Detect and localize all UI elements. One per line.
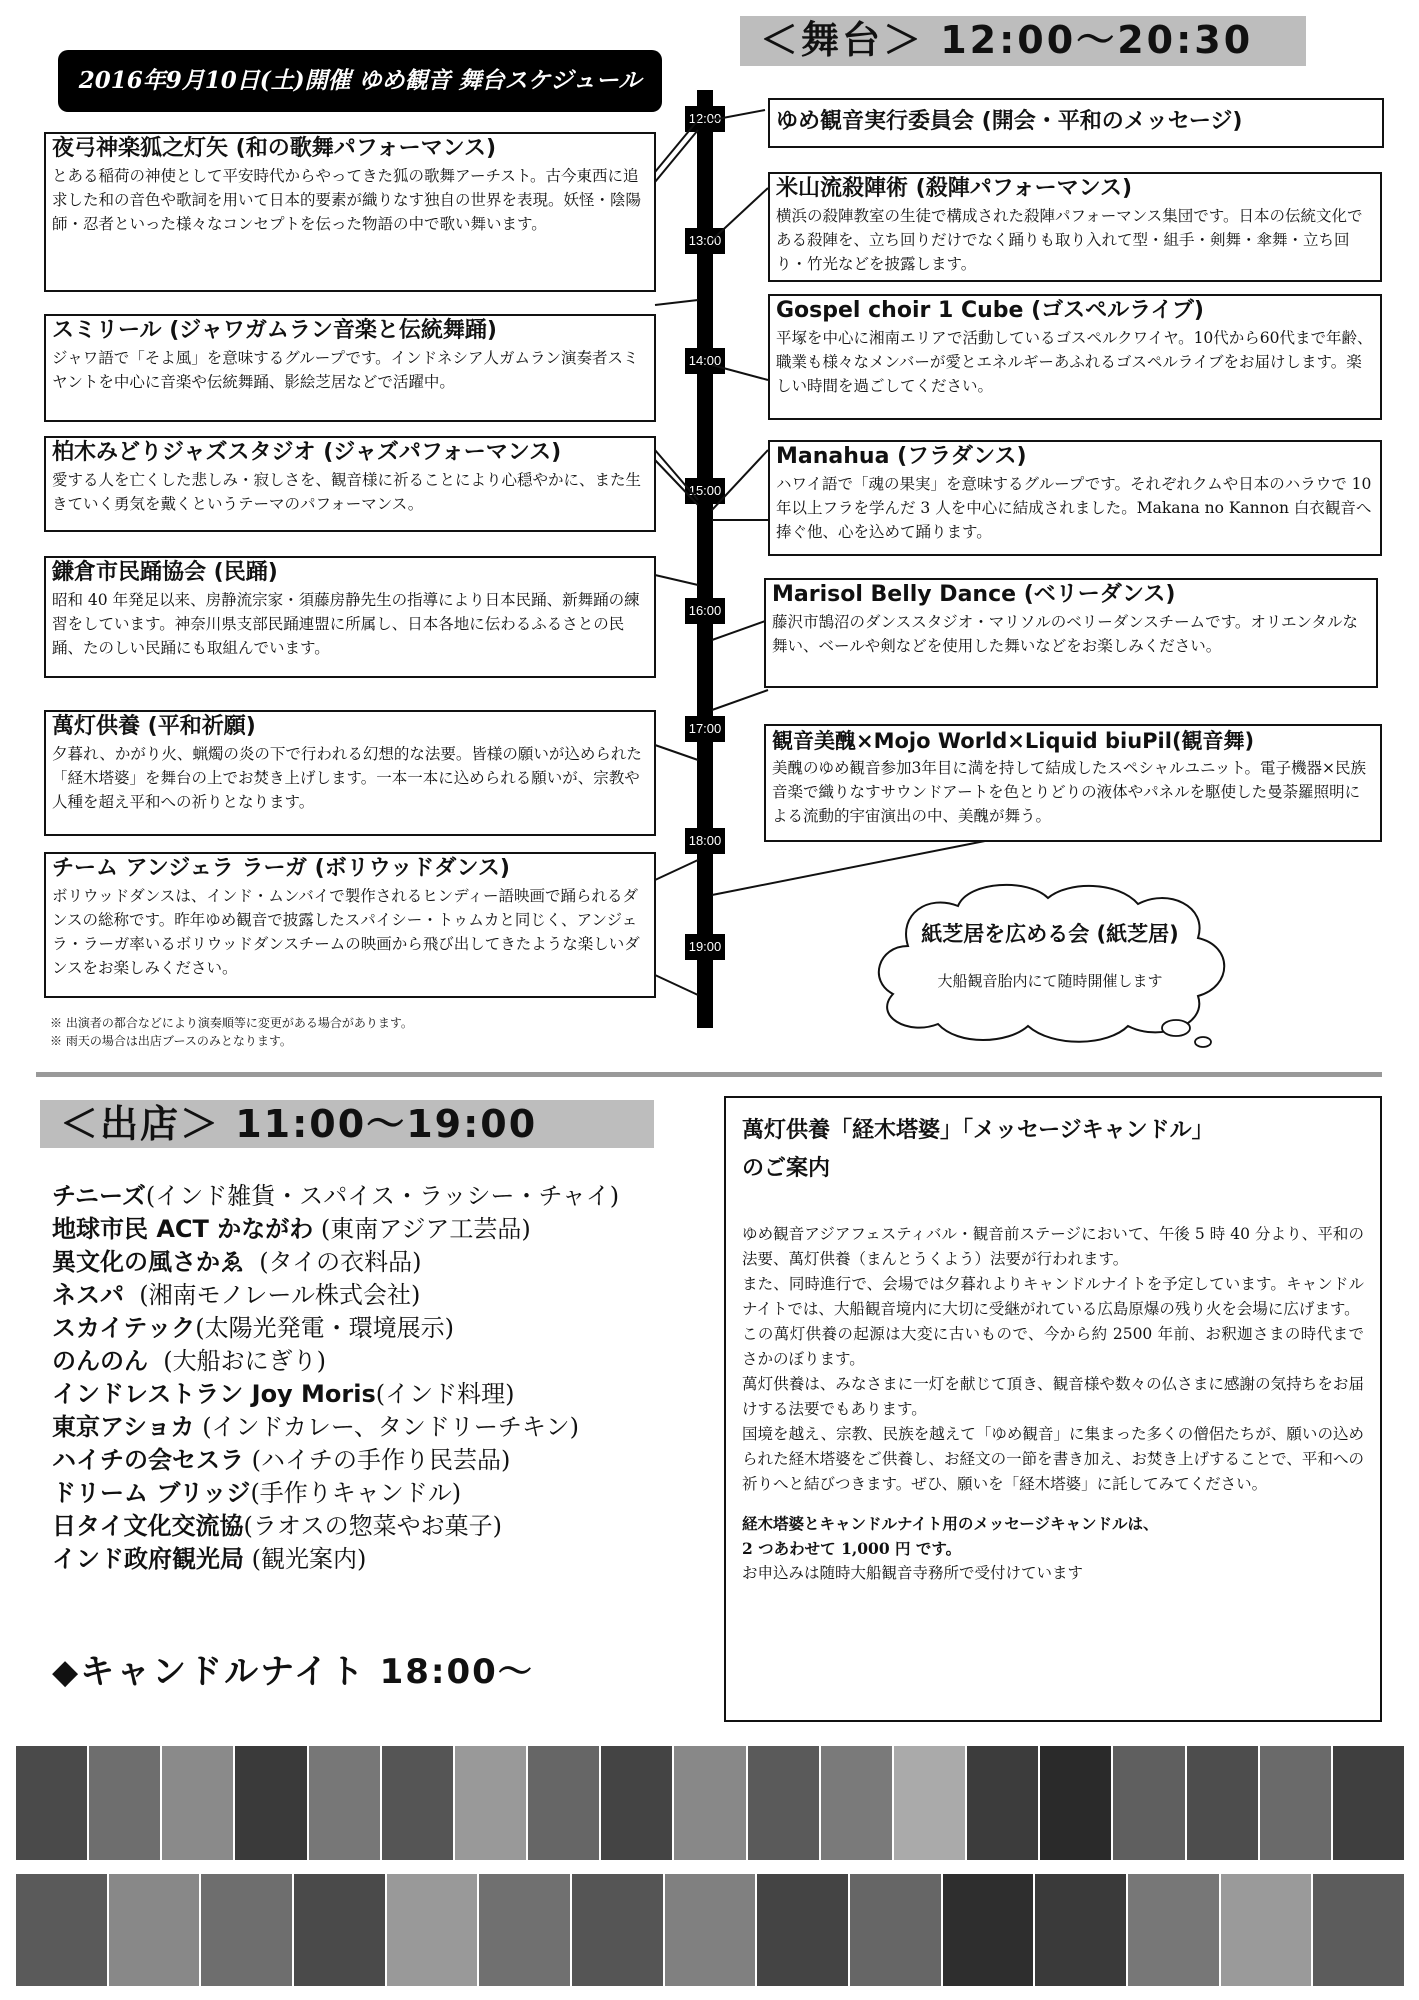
- guide-paragraph: 萬灯供養は、みなさまに一灯を献じて頂き、観音様や数々の仏さまに感謝の気持ちをお届けする法要でもあります。: [742, 1375, 1364, 1418]
- shop-item: 地球市民 ACT かながわ (東南アジア工芸品): [52, 1215, 531, 1243]
- act-title: 萬灯供養 (平和祈願): [52, 714, 256, 739]
- photo: [16, 1746, 87, 1860]
- stage-act-right-5: [764, 578, 1378, 688]
- candle-night: ◆キャンドルナイト 18:00〜: [52, 1652, 534, 1692]
- stage-act-left-2: [44, 314, 656, 422]
- shop-item: インド政府観光局 (観光案内): [52, 1545, 367, 1573]
- photo: [235, 1746, 306, 1860]
- act-title: 米山流殺陣術 (殺陣パフォーマンス): [776, 176, 1133, 201]
- section-divider: [36, 1072, 1382, 1077]
- time-1200: 12:00: [685, 106, 725, 132]
- act-desc: ハワイ語で「魂の果実」を意味するグループです。それぞれクムや日本のハラウで 10 年以上フラを学んだ 3 人を中心に結成されました。Makana no Kannon 白衣観音へ捧ぐ他、心を込めて踊ります。: [776, 475, 1372, 541]
- photo: [1260, 1746, 1331, 1860]
- guide-paragraph: また、同時進行で、会場では夕暮れよりキャンドルナイトを予定しています。キャンドルナイトでは、大船観音境内に大切に受継がれている広島原爆の残り火を会場に広げます。: [742, 1275, 1364, 1318]
- shop-item: チニーズ(インド雑貨・スパイス・ラッシー・チャイ): [52, 1182, 620, 1210]
- time-1500: 15:00: [685, 478, 725, 504]
- act-title: ゆめ観音実行委員会 (開会・平和のメッセージ): [776, 109, 1243, 134]
- photo: [1035, 1874, 1126, 1986]
- act-title: Gospel choir 1 Cube (ゴスペルライブ): [776, 298, 1204, 323]
- act-title: 夜弓神楽狐之灯矢 (和の歌舞パフォーマンス): [52, 136, 497, 161]
- photo: [894, 1746, 965, 1860]
- photo: [821, 1746, 892, 1860]
- time-1900: 19:00: [685, 934, 725, 960]
- time-1300: 13:00: [685, 228, 725, 254]
- photo: [1113, 1746, 1184, 1860]
- act-title: 鎌倉市民踊協会 (民踊): [52, 560, 278, 585]
- stage-act-left-3: [44, 436, 656, 532]
- act-desc: とある稲荷の神使として平安時代からやってきた狐の歌舞アーチスト。古今東西に追求した和の音色や歌詞を用いて日本的要素が織りなす独自の世界を表現。妖怪・陰陽師・忍者といった様々なコンセプトを伝った物語の中で歌い舞います。: [52, 167, 642, 233]
- act-desc: 夕暮れ、かがり火、蝋燭の炎の下で行われる幻想的な法要。皆様の願いが込められた「経木塔婆」を舞台の上でお焚き上げします。一本一本に込められる願いが、宗教や人種を超え平和への祈りとなります。: [52, 745, 642, 811]
- cloud-shape: [848, 876, 1248, 1052]
- act-title: スミリール (ジャワガムラン音楽と伝統舞踊): [52, 318, 497, 343]
- photo: [455, 1746, 526, 1860]
- photo: [387, 1874, 478, 1986]
- guide-box: [724, 1096, 1382, 1722]
- guide-price-line2: 2 つあわせて 1,000 円 です。: [742, 1539, 962, 1558]
- act-title: 柏木みどりジャズスタジオ (ジャズパフォーマンス): [52, 440, 562, 465]
- stage-act-right-3: [768, 294, 1382, 420]
- guide-price-line1: 経木塔婆とキャンドルナイト用のメッセージキャンドルは、: [742, 1514, 1159, 1533]
- photo: [1187, 1746, 1258, 1860]
- stage-act-right-1: [768, 98, 1384, 148]
- act-desc: 美醜のゆめ観音参加3年目に満を持して結成したスペシャルユニット。電子機器×民族音楽で織りなすサウンドアートを色とりどりの液体やパネルを駆使した曼荼羅照明による流動的宇宙演出の中、美醜が舞う。: [772, 759, 1367, 825]
- photo: [967, 1746, 1038, 1860]
- act-desc: 平塚を中心に湘南エリアで活動しているゴスペルクワイヤ。10代から60代まで年齢、職業も様々なメンバーが愛とエネルギーあふれるゴスペルライブをお届けします。楽しい時間を過ごしてください。: [776, 329, 1373, 395]
- guide-paragraph: この萬灯供養の起源は大変に古いもので、今から約 2500 年前、お釈迦さまの時代までさかのぼります。: [742, 1325, 1364, 1368]
- photo: [850, 1874, 941, 1986]
- time-1700: 17:00: [685, 716, 725, 742]
- act-desc: 横浜の殺陣教室の生徒で構成された殺陣パフォーマンス集団です。日本の伝統文化である殺陣を、立ち回りだけでなく踊りも取り入れて型・組手・剣舞・傘舞・立ち回り・竹光などを披露します。: [776, 207, 1363, 273]
- shops-header: ＜出店＞ 11:00〜19:00: [40, 1100, 654, 1148]
- photo: [109, 1874, 200, 1986]
- guide-title-line1: 萬灯供養「経木塔婆」「メッセージキャンドル」: [742, 1118, 1214, 1143]
- photo: [1128, 1874, 1219, 1986]
- photo: [479, 1874, 570, 1986]
- photo: [528, 1746, 599, 1860]
- act-desc: 愛する人を亡くした悲しみ・寂しさを、観音様に祈ることにより心穏やかに、また生きていく勇気を戴くというテーマのパフォーマンス。: [52, 471, 642, 513]
- guide-body: [742, 1222, 1364, 1586]
- photo: [89, 1746, 160, 1860]
- photo: [757, 1874, 848, 1986]
- act-desc: 藤沢市鵠沼のダンススタジオ・マリソルのベリーダンスチームです。オリエンタルな舞い、ベールや剣などを使用した舞いなどをお楽しみください。: [772, 613, 1358, 655]
- shop-item: のんのん (大船おにぎり): [52, 1347, 326, 1375]
- stage-act-right-4: [768, 440, 1382, 556]
- guide-title: [742, 1112, 1364, 1188]
- photo: [601, 1746, 672, 1860]
- stage-act-left-1: [44, 132, 656, 292]
- time-1800: 18:00: [685, 828, 725, 854]
- photo: [674, 1746, 745, 1860]
- shop-item: 日タイ文化交流協(ラオスの惣菜やお菓子): [52, 1512, 503, 1540]
- note-2: ※ 雨天の場合は出店ブースのみとなります。: [50, 1034, 292, 1048]
- shop-item: ハイチの会セスラ (ハイチの手作り民芸品): [52, 1446, 511, 1474]
- stage-act-right-6: [764, 724, 1382, 842]
- guide-title-line2: のご案内: [742, 1156, 831, 1181]
- photo-strip-bottom: [16, 1874, 1404, 1986]
- stage-notes: [50, 1014, 650, 1050]
- act-desc: 昭和 40 年発足以来、房静流宗家・須藤房静先生の指導により日本民踊、新舞踊の練習をしています。神奈川県支部民踊連盟に所属し、日本各地に伝わるふるさとの民踊、たのしい民踊にも取組んでいます。: [52, 591, 640, 657]
- photo: [1313, 1874, 1404, 1986]
- photo: [162, 1746, 233, 1860]
- cloud-desc: 大船観音胎内にて随時開催します: [937, 972, 1163, 990]
- stage-header: ＜舞台＞ 12:00〜20:30: [740, 16, 1306, 66]
- note-1: ※ 出演者の都合などにより演奏順等に変更がある場合があります。: [50, 1016, 413, 1030]
- photo: [309, 1746, 380, 1860]
- photo: [572, 1874, 663, 1986]
- photo: [1333, 1746, 1404, 1860]
- schedule-banner: 2016年9月10日(土)開催 ゆめ観音 舞台スケジュール: [58, 50, 662, 112]
- photo: [1221, 1874, 1312, 1986]
- guide-paragraph: 国境を越え、宗教、民族を越えて「ゆめ観音」に集まった多くの僧侶たちが、願いの込められた経木塔婆をご供養し、お経文の一節を書き加え、お焚き上げすることで、平和への祈りへと結びつきます。ぜひ、願いを「経木塔婆」に託してみてください。: [742, 1425, 1364, 1493]
- photo-strip-top: [16, 1746, 1404, 1860]
- photo: [201, 1874, 292, 1986]
- act-title: チーム アンジェラ ラーガ (ボリウッドダンス): [52, 856, 510, 881]
- stage-act-left-5: [44, 710, 656, 836]
- guide-last-line: お申込みは随時大船観音寺務所で受付けています: [742, 1564, 1084, 1582]
- shop-list: [52, 1180, 692, 1576]
- photo: [294, 1874, 385, 1986]
- photo: [382, 1746, 453, 1860]
- stage-act-left-4: [44, 556, 656, 678]
- photo: [16, 1874, 107, 1986]
- photo: [1040, 1746, 1111, 1860]
- shop-item: ドリーム ブリッジ(手作りキャンドル): [52, 1479, 462, 1507]
- act-title: 観音美醜×Mojo World×Liquid biuPil(観音舞): [772, 729, 1255, 753]
- act-title: Manahua (フラダンス): [776, 444, 1027, 469]
- shop-item: 東京アショカ (インドカレー、タンドリーチキン): [52, 1413, 579, 1441]
- stage-act-left-6: [44, 852, 656, 998]
- act-desc: ボリウッドダンスは、インド・ムンバイで製作されるヒンディー語映画で踊られるダンスの総称です。昨年ゆめ観音で披露したスパイシー・トゥムカと同じく、アンジェラ・ラーガ率いるボリウッドダンスチームの映画から飛び出してきたような楽しいダンスをお楽しみください。: [52, 887, 640, 977]
- time-1600: 16:00: [685, 598, 725, 624]
- shop-item: スカイテック(太陽光発電・環境展示): [52, 1314, 455, 1342]
- photo: [665, 1874, 756, 1986]
- act-desc: ジャワ語で「そよ風」を意味するグループです。インドネシア人ガムラン演奏者スミヤントを中心に音楽や伝統舞踊、影絵芝居などで活躍中。: [52, 349, 639, 391]
- cloud-title: 紙芝居を広める会 (紙芝居): [921, 922, 1179, 946]
- photo: [943, 1874, 1034, 1986]
- shop-item: インドレストラン Joy Moris(インド料理): [52, 1380, 515, 1408]
- act-title: Marisol Belly Dance (ベリーダンス): [772, 582, 1176, 607]
- shop-item: 異文化の風さかゑ (タイの衣料品): [52, 1248, 422, 1276]
- stage-act-right-2: [768, 172, 1382, 282]
- shop-item: ネスパ (湘南モノレール株式会社): [52, 1281, 421, 1309]
- time-1400: 14:00: [685, 348, 725, 374]
- photo: [748, 1746, 819, 1860]
- guide-paragraph: ゆめ観音アジアフェスティバル・観音前ステージにおいて、午後 5 時 40 分より、平和の法要、萬灯供養（まんとうくよう）法要が行われます。: [742, 1225, 1364, 1268]
